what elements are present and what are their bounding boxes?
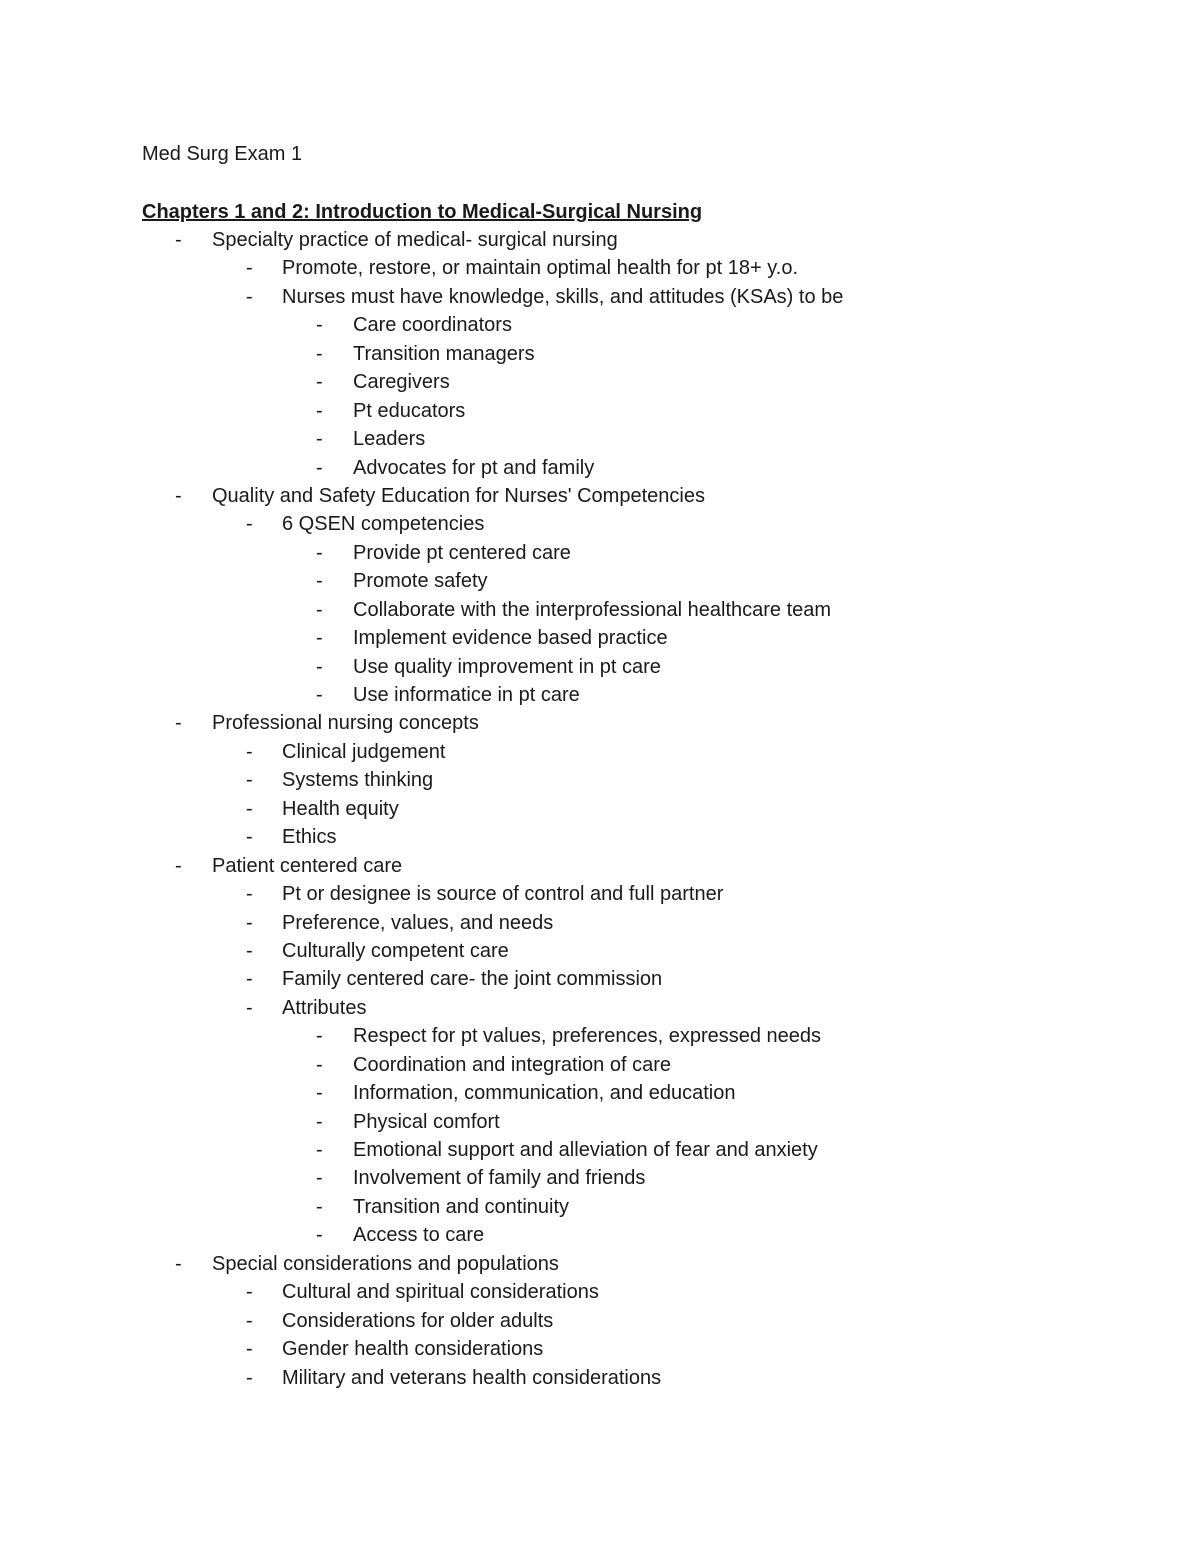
- bullet-dash: -: [175, 229, 182, 251]
- bullet-dash: -: [246, 939, 253, 962]
- bullet-dash: -: [316, 1224, 323, 1247]
- bullet-dash: -: [316, 1053, 323, 1076]
- outline-item-text: Special considerations and populations: [212, 1252, 559, 1275]
- bullet-dash: -: [246, 883, 253, 906]
- outline-item-text: Respect for pt values, preferences, expressed needs: [353, 1025, 822, 1048]
- outline-item-text: Professional nursing concepts: [212, 712, 479, 735]
- outline-item-level-3: [0, 681, 1200, 709]
- outline-item-level-2: [0, 1364, 1200, 1392]
- outline-item-level-2: [0, 965, 1200, 993]
- outline-item-level-2: [0, 994, 1200, 1022]
- outline-item-text: Preference, values, and needs: [282, 911, 554, 934]
- outline-item-level-3: [0, 1051, 1200, 1079]
- bullet-outline: [0, 226, 1200, 1392]
- outline-item-text: Considerations for older adults: [282, 1309, 554, 1332]
- section-heading: Chapters 1 and 2: Introduction to Medical-Surgical Nursing: [142, 201, 703, 223]
- outline-item-text: Involvement of family and friends: [353, 1167, 646, 1190]
- bullet-dash: -: [175, 712, 182, 735]
- outline-item-text: Gender health considerations: [282, 1338, 544, 1361]
- outline-item-text: Health equity: [282, 797, 399, 820]
- bullet-dash: -: [316, 1139, 323, 1161]
- outline-item-level-3: [0, 1221, 1200, 1249]
- bullet-dash: -: [316, 1167, 323, 1190]
- bullet-dash: -: [316, 541, 323, 564]
- outline-item-level-2: [0, 738, 1200, 766]
- outline-item-level-2: [0, 283, 1200, 311]
- bullet-dash: -: [246, 257, 253, 280]
- outline-item-text: Military and veterans health considerations: [282, 1366, 662, 1389]
- outline-item-level-2: [0, 937, 1200, 965]
- outline-item-text: Use quality improvement in pt care: [353, 655, 661, 678]
- outline-item-level-3: [0, 1022, 1200, 1050]
- outline-item-level-1: [0, 226, 1200, 254]
- bullet-dash: -: [246, 1366, 253, 1389]
- outline-item-level-2: [0, 254, 1200, 282]
- outline-item-text: Physical comfort: [353, 1110, 500, 1133]
- outline-item-text: Nurses must have knowledge, skills, and attitudes (KSAs) to be: [282, 285, 844, 308]
- outline-item-text: Implement evidence based practice: [353, 627, 668, 650]
- outline-item-level-3: [0, 1193, 1200, 1221]
- outline-item-level-3: [0, 653, 1200, 681]
- outline-item-text: Ethics: [282, 826, 337, 849]
- bullet-dash: -: [316, 655, 323, 678]
- outline-item-text: Patient centered care: [212, 854, 403, 877]
- outline-item-text: Quality and Safety Education for Nurses' Competencies: [212, 484, 705, 507]
- outline-item-level-1: [0, 709, 1200, 737]
- outline-item-text: Provide pt centered care: [353, 541, 571, 564]
- bullet-dash: -: [246, 1309, 253, 1332]
- outline-item-text: 6 QSEN competencies: [282, 513, 485, 536]
- outline-item-level-3: [0, 454, 1200, 482]
- outline-item-text: Leaders: [353, 428, 426, 451]
- outline-item-level-2: [0, 909, 1200, 937]
- outline-item-text: Transition managers: [353, 342, 535, 365]
- bullet-dash: -: [316, 1110, 323, 1133]
- bullet-dash: -: [316, 371, 323, 394]
- outline-item-text: Emotional support and alleviation of fear and anxiety: [353, 1139, 818, 1161]
- outline-item-text: Promote, restore, or maintain optimal health for pt 18+ y.o.: [282, 257, 798, 280]
- bullet-dash: -: [316, 342, 323, 365]
- outline-item-level-2: [0, 823, 1200, 851]
- bullet-dash: -: [316, 598, 323, 621]
- outline-item-level-2: [0, 1278, 1200, 1306]
- outline-item-level-2: [0, 795, 1200, 823]
- bullet-dash: -: [246, 1281, 253, 1304]
- outline-item-level-3: [0, 340, 1200, 368]
- bullet-dash: -: [246, 285, 253, 308]
- bullet-dash: -: [246, 911, 253, 934]
- outline-item-text: Clinical judgement: [282, 740, 446, 763]
- outline-item-level-3: [0, 368, 1200, 396]
- outline-item-text: Promote safety: [353, 570, 488, 593]
- bullet-dash: -: [175, 854, 182, 877]
- outline-item-text: Cultural and spiritual considerations: [282, 1281, 599, 1304]
- bullet-dash: -: [246, 513, 253, 536]
- bullet-dash: -: [175, 1252, 182, 1275]
- outline-item-level-2: [0, 510, 1200, 538]
- bullet-dash: -: [246, 740, 253, 763]
- bullet-dash: -: [316, 1025, 323, 1048]
- outline-item-level-1: [0, 852, 1200, 880]
- outline-item-level-3: [0, 624, 1200, 652]
- outline-item-text: Systems thinking: [282, 769, 434, 792]
- bullet-dash: -: [316, 1195, 323, 1218]
- outline-item-text: Use informatice in pt care: [353, 684, 580, 706]
- bullet-dash: -: [316, 399, 323, 422]
- bullet-dash: -: [246, 797, 253, 820]
- outline-item-level-3: [0, 596, 1200, 624]
- document-title: Med Surg Exam 1: [142, 143, 303, 165]
- outline-item-level-2: [0, 766, 1200, 794]
- outline-item-text: Culturally competent care: [282, 939, 509, 962]
- bullet-dash: -: [246, 769, 253, 792]
- bullet-dash: -: [175, 484, 182, 507]
- outline-item-level-3: [0, 539, 1200, 567]
- outline-item-level-3: [0, 1136, 1200, 1164]
- outline-item-text: Care coordinators: [353, 314, 512, 337]
- outline-item-level-3: [0, 397, 1200, 425]
- outline-item-text: Transition and continuity: [353, 1195, 570, 1218]
- outline-item-text: Advocates for pt and family: [353, 456, 595, 479]
- outline-item-text: Specialty practice of medical- surgical nursing: [212, 229, 618, 251]
- bullet-dash: -: [246, 968, 253, 991]
- outline-item-level-3: [0, 1108, 1200, 1136]
- outline-item-level-3: [0, 311, 1200, 339]
- outline-item-text: Family centered care- the joint commission: [282, 968, 663, 991]
- bullet-dash: -: [316, 570, 323, 593]
- bullet-dash: -: [246, 1338, 253, 1361]
- outline-item-level-3: [0, 1079, 1200, 1107]
- outline-item-text: Caregivers: [353, 371, 450, 394]
- outline-item-text: Pt educators: [353, 399, 466, 422]
- outline-item-level-1: [0, 482, 1200, 510]
- outline-item-text: Attributes: [282, 996, 367, 1019]
- outline-item-level-3: [0, 425, 1200, 453]
- outline-item-level-2: [0, 1307, 1200, 1335]
- bullet-dash: -: [316, 428, 323, 451]
- bullet-dash: -: [316, 456, 323, 479]
- outline-item-level-3: [0, 1164, 1200, 1192]
- outline-item-text: Coordination and integration of care: [353, 1053, 671, 1076]
- bullet-dash: -: [316, 1082, 323, 1105]
- outline-item-text: Collaborate with the interprofessional healthcare team: [353, 598, 832, 621]
- bullet-dash: -: [316, 684, 323, 706]
- outline-item-level-2: [0, 880, 1200, 908]
- outline-item-level-3: [0, 567, 1200, 595]
- bullet-dash: -: [246, 826, 253, 849]
- bullet-dash: -: [316, 627, 323, 650]
- outline-item-text: Information, communication, and education: [353, 1082, 736, 1105]
- outline-item-text: Access to care: [353, 1224, 485, 1247]
- bullet-dash: -: [246, 996, 253, 1019]
- outline-item-text: Pt or designee is source of control and full partner: [282, 883, 724, 906]
- outline-item-level-1: [0, 1250, 1200, 1278]
- outline-item-level-2: [0, 1335, 1200, 1363]
- bullet-dash: -: [316, 314, 323, 337]
